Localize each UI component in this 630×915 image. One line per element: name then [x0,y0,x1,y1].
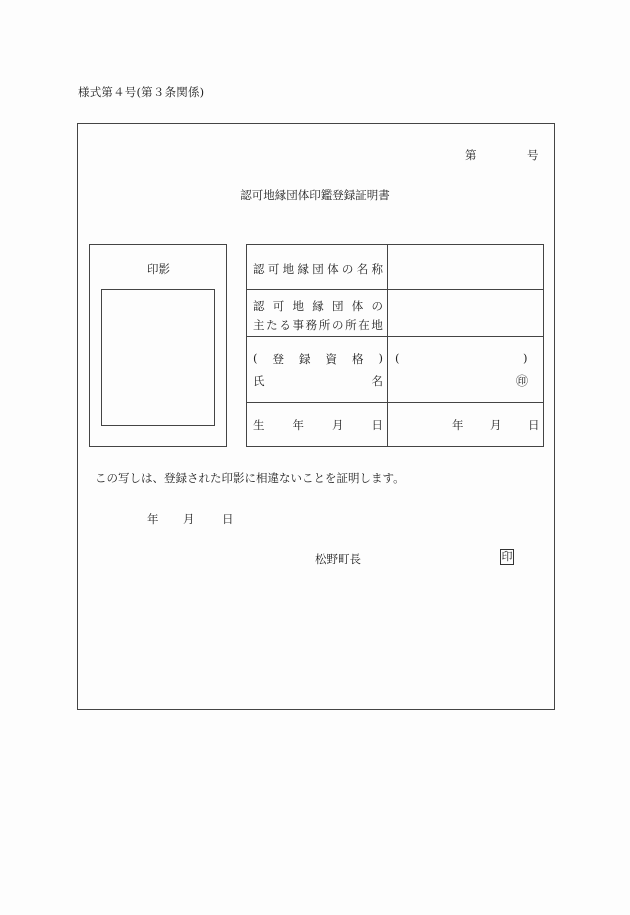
birth-year-unit: 年 [452,418,464,432]
issue-year-unit: 年 [147,512,159,526]
label-organization-name: 認 可 地 縁 団 体 の 名 称 [253,262,383,276]
certification-statement: この写しは、登録された印影に相違ないことを証明します。 [95,471,405,485]
number-suffix: 号 [527,148,539,162]
official-stamp: 印 [501,550,513,563]
birth-day-unit: 日 [528,418,540,432]
number-prefix: 第 [465,148,477,162]
issue-day-unit: 日 [222,512,234,526]
seal-impression-label: 印影 [147,262,170,276]
label-full-name: 氏 名 [253,374,383,388]
label-office-address-line2: 主 た る 事 務 所 の 所 在 地 [253,318,383,332]
label-registration-qualification: ( 登 録 資 格 ) [253,351,383,366]
label-date-of-birth: 生 年 月 日 [253,418,383,432]
table-divider [387,244,388,447]
label-office-address-line1: 認 可 地 縁 団 体 の [253,299,383,313]
form-number-label: 様式第４号(第３条関係) [78,85,205,99]
table-row-divider [246,402,544,403]
birth-month-unit: 月 [490,418,502,432]
table-row-divider [246,336,544,337]
issuer-title: 松野町長 [315,552,361,566]
document-title: 認可地縁団体印鑑登録証明書 [240,188,390,202]
qualification-close-paren: ) [523,351,528,365]
issue-month-unit: 月 [183,512,195,526]
table-row-divider [246,289,544,290]
seal-impression-area [101,289,215,426]
qualification-open-paren: ( [395,351,400,365]
seal-mark: ㊞ [516,374,529,388]
